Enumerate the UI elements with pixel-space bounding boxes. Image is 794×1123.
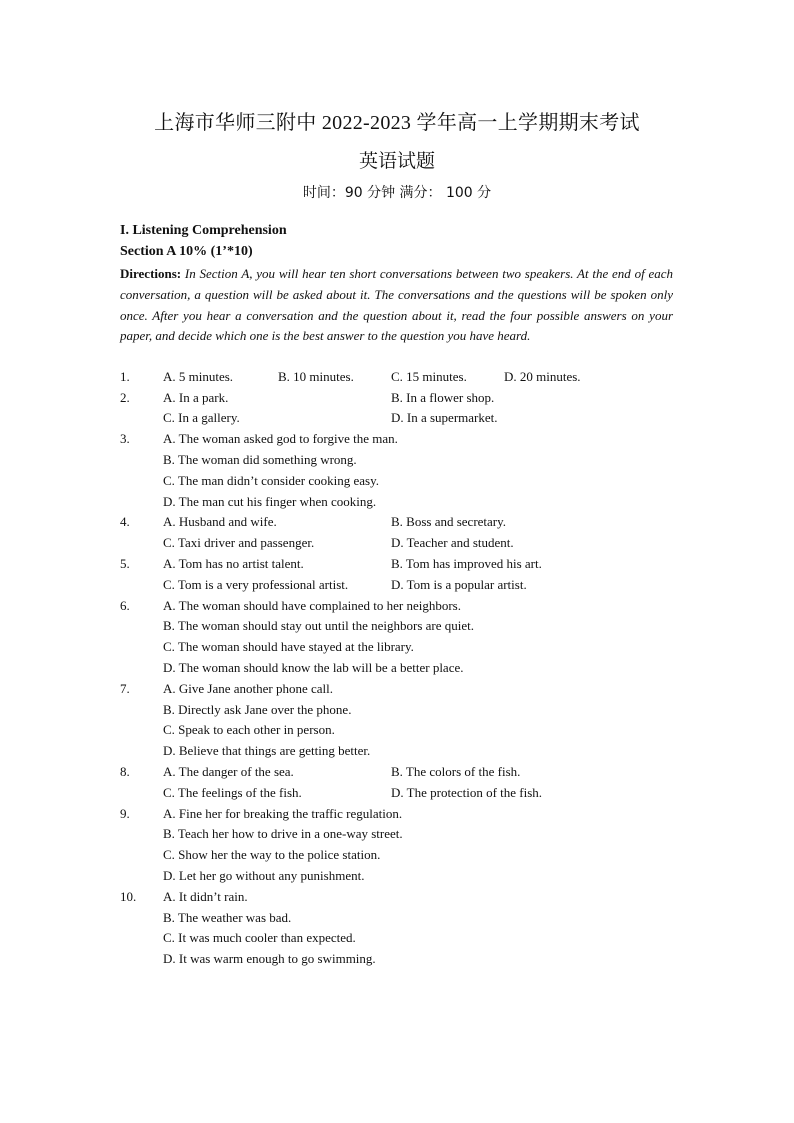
question-number: 10. bbox=[120, 889, 137, 904]
directions-label: Directions: bbox=[120, 266, 182, 281]
option-b: B. The weather was bad. bbox=[163, 910, 292, 925]
option-a: A. The danger of the sea. bbox=[163, 764, 294, 779]
exam-subtitle: 英语试题 bbox=[358, 151, 435, 172]
option-c: C. Show her the way to the police station. bbox=[163, 847, 381, 862]
option-b: B. Boss and secretary. bbox=[391, 514, 507, 529]
option-d: D. The woman should know the lab will be a better place. bbox=[163, 660, 464, 675]
exam-time-score: 时间：90 分钟 满分： 100 分 bbox=[302, 185, 492, 201]
option-c: C. Speak to each other in person. bbox=[163, 722, 335, 737]
option-a: A. 5 minutes. bbox=[163, 369, 234, 384]
option-c: C. It was much cooler than expected. bbox=[163, 930, 356, 945]
question-number: 7. bbox=[120, 681, 130, 696]
option-b: B. The woman should stay out until the neighbors are quiet. bbox=[163, 618, 474, 633]
option-c: C. The woman should have stayed at the library. bbox=[163, 639, 414, 654]
directions-paragraph bbox=[120, 264, 673, 347]
option-b: B. The woman did something wrong. bbox=[163, 452, 357, 467]
option-a: A. Give Jane another phone call. bbox=[163, 681, 334, 696]
question-number: 6. bbox=[120, 598, 130, 613]
question-number: 3. bbox=[120, 431, 130, 446]
question-number: 5. bbox=[120, 556, 130, 571]
option-d: D. The man cut his finger when cooking. bbox=[163, 494, 377, 509]
part-heading: I. Listening Comprehension bbox=[120, 223, 287, 238]
option-b: B. 10 minutes. bbox=[278, 369, 354, 384]
option-a: A. Husband and wife. bbox=[163, 514, 277, 529]
option-b: B. Directly ask Jane over the phone. bbox=[163, 702, 352, 717]
option-d: D. Let her go without any punishment. bbox=[163, 868, 365, 883]
option-d: D. Teacher and student. bbox=[391, 535, 514, 550]
option-b: B. Teach her how to drive in a one-way street. bbox=[163, 826, 403, 841]
option-b: B. In a flower shop. bbox=[391, 390, 495, 405]
option-a: A. Tom has no artist talent. bbox=[163, 556, 304, 571]
option-c: C. 15 minutes. bbox=[391, 369, 467, 384]
option-c: C. The man didn’t consider cooking easy. bbox=[163, 473, 380, 488]
option-b: B. The colors of the fish. bbox=[391, 764, 521, 779]
option-d: D. Tom is a popular artist. bbox=[391, 577, 527, 592]
option-a: A. Fine her for breaking the traffic regulation. bbox=[163, 806, 403, 821]
option-d: D. The protection of the fish. bbox=[391, 785, 543, 800]
question-number: 2. bbox=[120, 390, 130, 405]
option-c: C. Tom is a very professional artist. bbox=[163, 577, 349, 592]
option-c: C. In a gallery. bbox=[163, 410, 240, 425]
section-heading: Section A 10% (1’*10) bbox=[120, 244, 253, 259]
option-c: C. Taxi driver and passenger. bbox=[163, 535, 315, 550]
question-number: 4. bbox=[120, 514, 130, 529]
option-d: D. Believe that things are getting better. bbox=[163, 743, 371, 758]
question-number: 8. bbox=[120, 764, 130, 779]
question-number: 1. bbox=[120, 369, 130, 384]
option-a: A. It didn’t rain. bbox=[163, 889, 248, 904]
option-a: A. The woman asked god to forgive the man. bbox=[163, 431, 398, 446]
option-a: A. In a park. bbox=[163, 390, 229, 405]
option-d: D. In a supermarket. bbox=[391, 410, 498, 425]
question-number: 9. bbox=[120, 806, 130, 821]
option-b: B. Tom has improved his art. bbox=[391, 556, 542, 571]
option-d: D. 20 minutes. bbox=[504, 369, 581, 384]
option-d: D. It was warm enough to go swimming. bbox=[163, 951, 376, 966]
option-c: C. The feelings of the fish. bbox=[163, 785, 302, 800]
exam-title: 上海市华师三附中 2022-2023 学年高一上学期期末考试 bbox=[154, 112, 640, 134]
option-a: A. The woman should have complained to her neighbors. bbox=[163, 598, 461, 613]
directions-text: In Section A, you will hear ten short conversations between two speakers. At the end of each conversation, a question will be asked about it. The conversations and the questions will be spoken only once. After you hear a conversation and the question about it, read the four possible answers on your paper, and decide which one is the best answer to the question you have heard. bbox=[120, 266, 673, 344]
